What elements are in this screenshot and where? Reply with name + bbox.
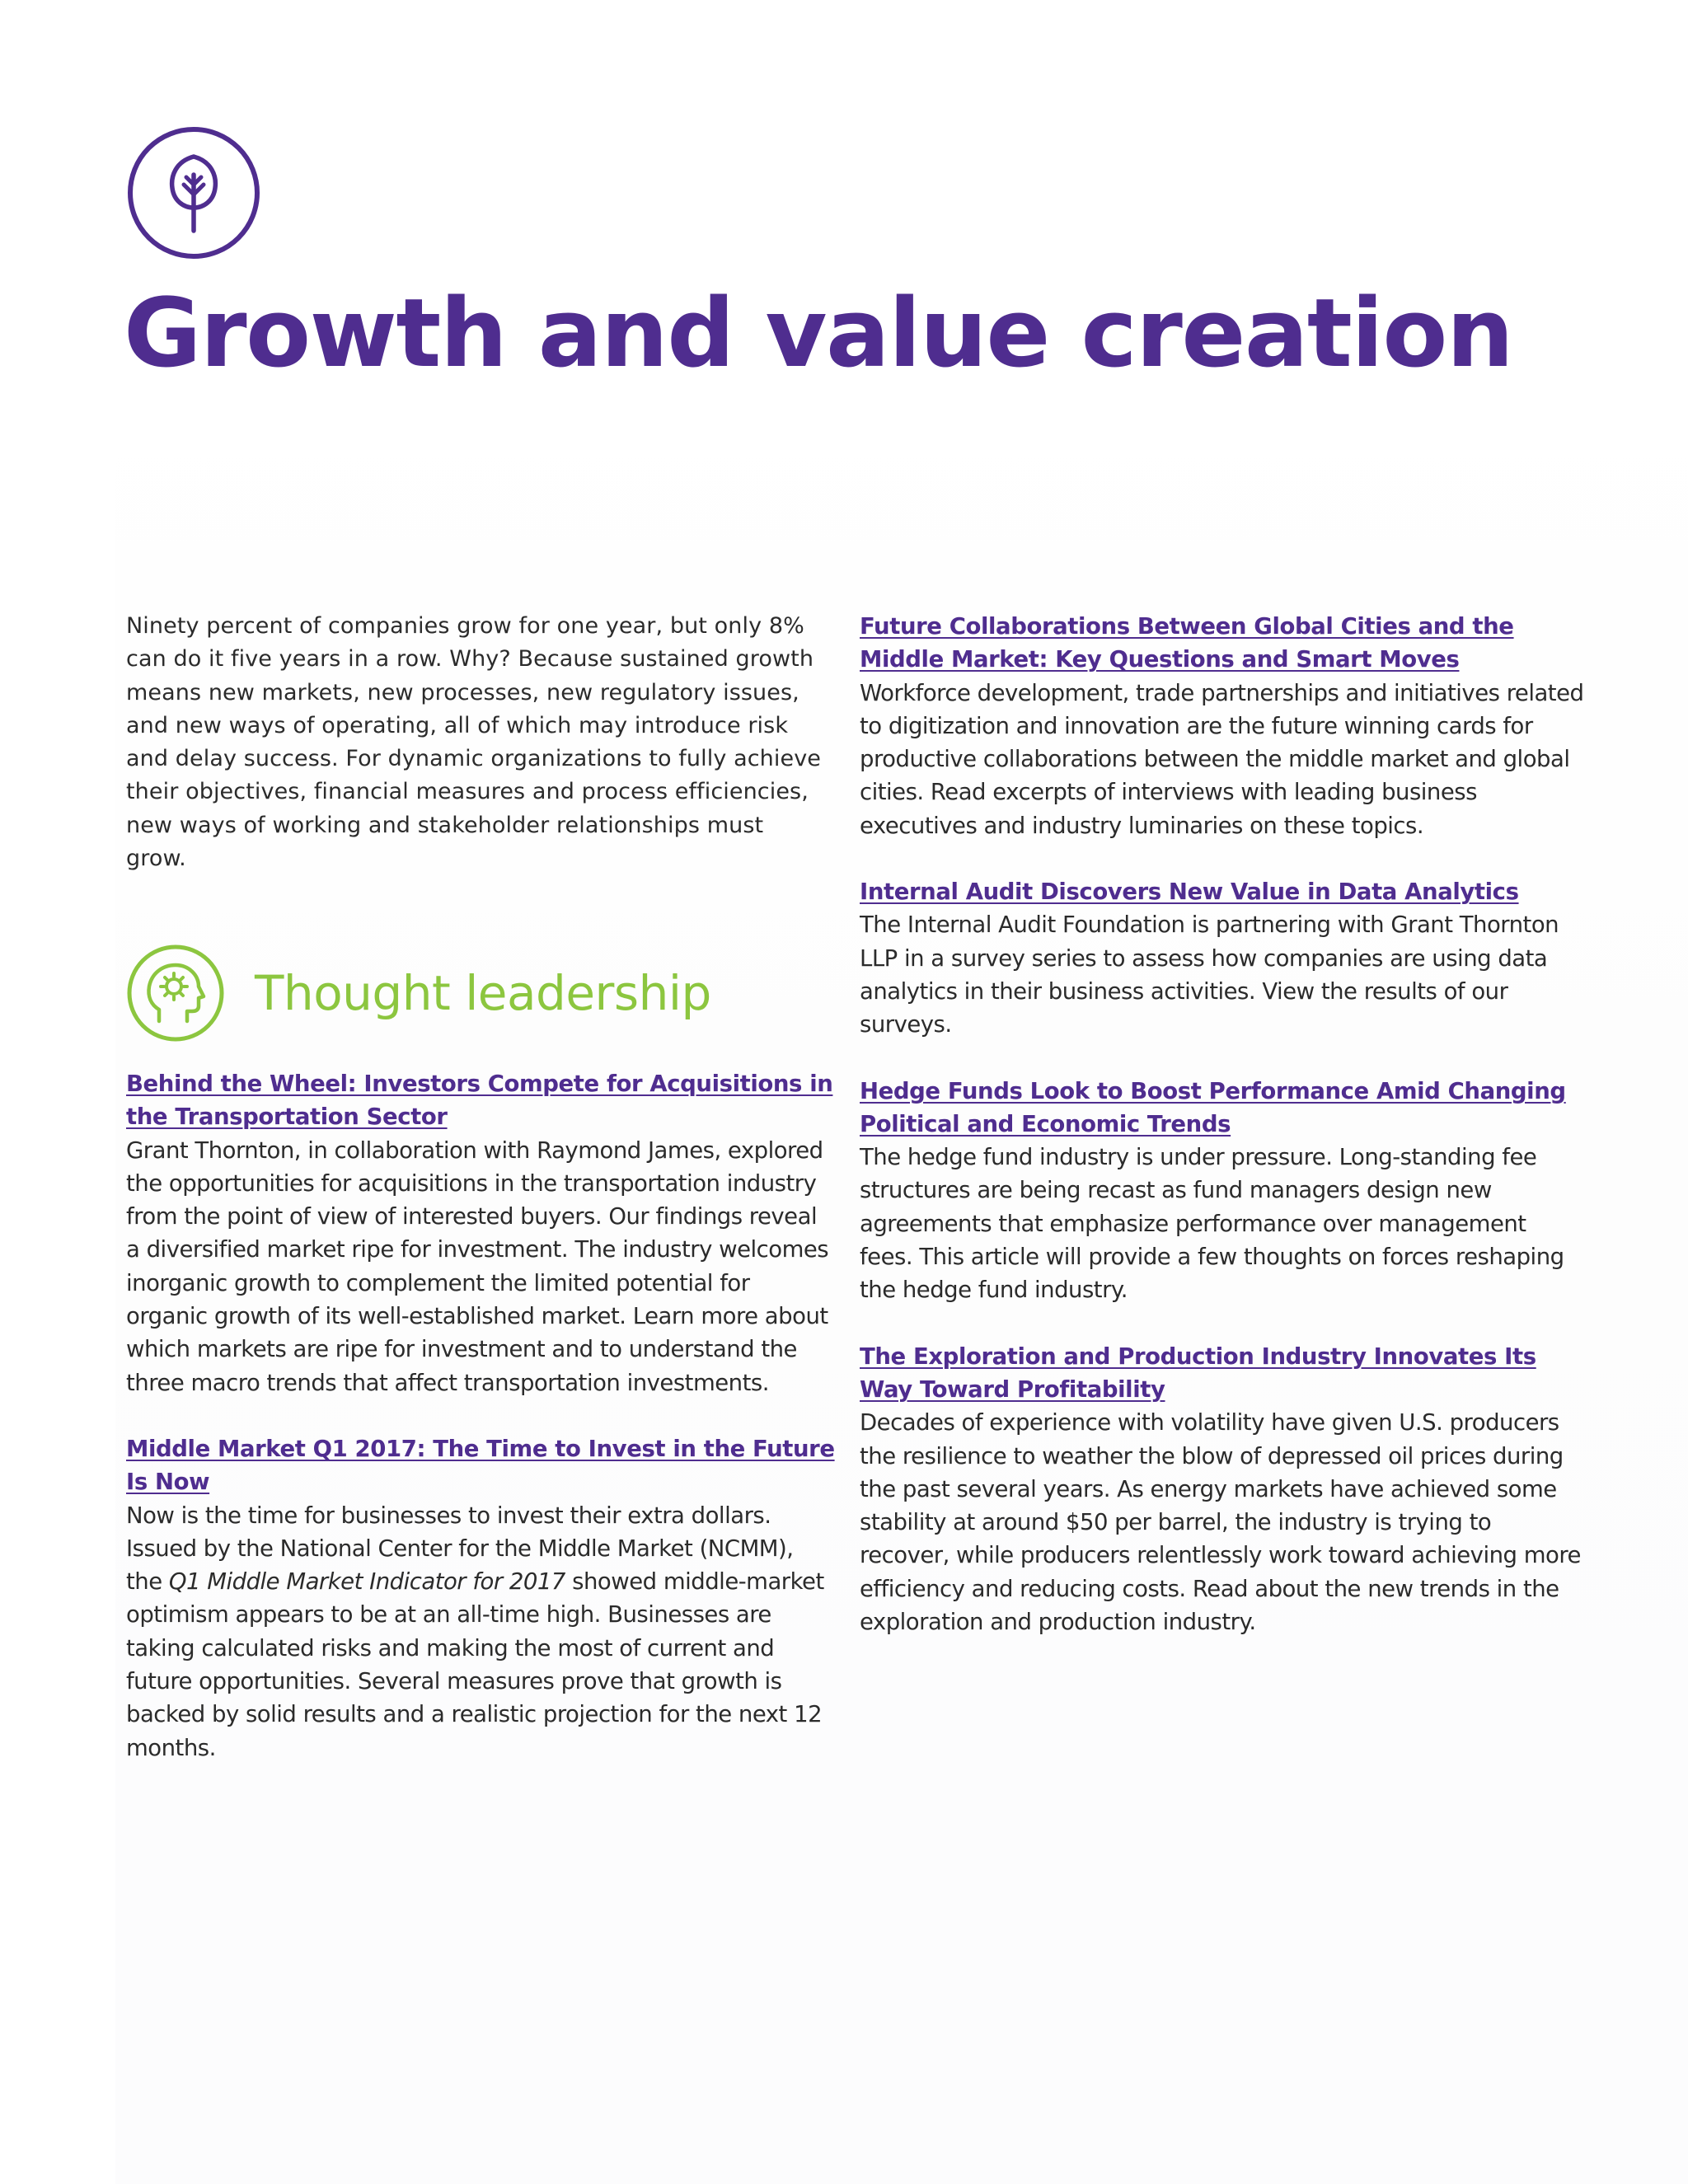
article-item <box>860 610 1585 842</box>
thought-leadership-heading <box>126 944 711 1043</box>
article-summary-text: showed middle-market optimism appears to be at an all-time high. Businesses are taking calculated risks and making the most of current and future opportunities. Several measures prove that growth is backed by solid results and a realistic projection for the next 12 months. <box>126 1568 824 1761</box>
article-summary: Decades of experience with volatility have given U.S. producers the resilience to weather the blow of depressed oil prices during the past several years. As energy markets have achieved some stability at around $50 per barrel, the industry is trying to recover, while producers relentlessly work toward achieving more efficiency and reducing costs. Read about the new trends in the exploration and production industry. <box>860 1409 1581 1636</box>
article-item <box>126 1432 835 1765</box>
left-articles <box>126 1067 835 1797</box>
article-summary: The Internal Audit Foundation is partnering with Grant Thornton LLP in a survey series to assess how companies are using data analytics in their business activities. View the results of our surveys. <box>860 912 1559 1038</box>
article-link[interactable]: Behind the Wheel: Investors Compete for Acquisitions in the Transportation Sector <box>126 1071 833 1131</box>
intro-section <box>126 610 827 875</box>
right-articles <box>860 610 1585 1671</box>
page-title: Growth and value creation <box>124 279 1513 389</box>
article-summary: Workforce development, trade partnerships and initiatives related to digitization and innovation are the future winning cards for productive collaborations between the middle market and global cities. Read excerpts of interviews with leading business executives and industry luminaries on these topics. <box>860 679 1584 839</box>
thought-leadership-label: Thought leadership <box>255 965 711 1021</box>
article-link[interactable]: Middle Market Q1 2017: The Time to Invest in the Future Is Now <box>126 1435 835 1496</box>
article-summary-text: Now is the time for businesses to invest their extra dollars. Issued by the National Center for the Middle Market (NCMM), the <box>126 1502 794 1596</box>
article-summary: Grant Thornton, in collaboration with Raymond James, explored the opportunities for acquisitions in the transportation industry from the point of view of interested buyers. Our findings reveal a diversified market ripe for investment. The industry welcomes inorganic growth to complement the limited potential for organic growth of its well-established market. Learn more about which markets are ripe for investment and to understand the three macro trends that affect transportation investments. <box>126 1137 829 1396</box>
head-with-gear-icon <box>126 944 225 1043</box>
article-summary: The hedge fund industry is under pressure. Long-standing fee structures are being recast as fund managers design new agreements that emphasize performance over management fees. This article will provide a few thoughts on forces reshaping the hedge fund industry. <box>860 1144 1564 1304</box>
article-link[interactable]: The Exploration and Production Industry Innovates Its Way Toward Profitability <box>860 1343 1536 1403</box>
article-summary <box>126 1499 835 1765</box>
publication-title: Q1 Middle Market Indicator for 2017 <box>168 1568 565 1596</box>
article-item <box>860 1340 1585 1639</box>
article-link[interactable]: Hedge Funds Look to Boost Performance Amid Changing Political and Economic Trends <box>860 1077 1566 1137</box>
article-item <box>860 875 1585 1041</box>
article-link[interactable]: Internal Audit Discovers New Value in Data Analytics <box>860 879 1519 906</box>
article-link[interactable]: Future Collaborations Between Global Cities and the Middle Market: Key Questions and Smart Moves <box>860 613 1514 673</box>
article-item <box>126 1067 835 1399</box>
intro-paragraph: Ninety percent of companies grow for one year, but only 8% can do it five years in a row. Why? Because sustained growth means new markets, new processes, new regulatory issues, and new ways of operating, all of which may introduce risk and delay success. For dynamic organizations to fully achieve their objectives, financial measures and process efficiencies, new ways of working and stakeholder relationships must grow. <box>126 613 821 872</box>
article-item <box>860 1075 1585 1307</box>
tree-in-circle-icon <box>126 125 261 260</box>
